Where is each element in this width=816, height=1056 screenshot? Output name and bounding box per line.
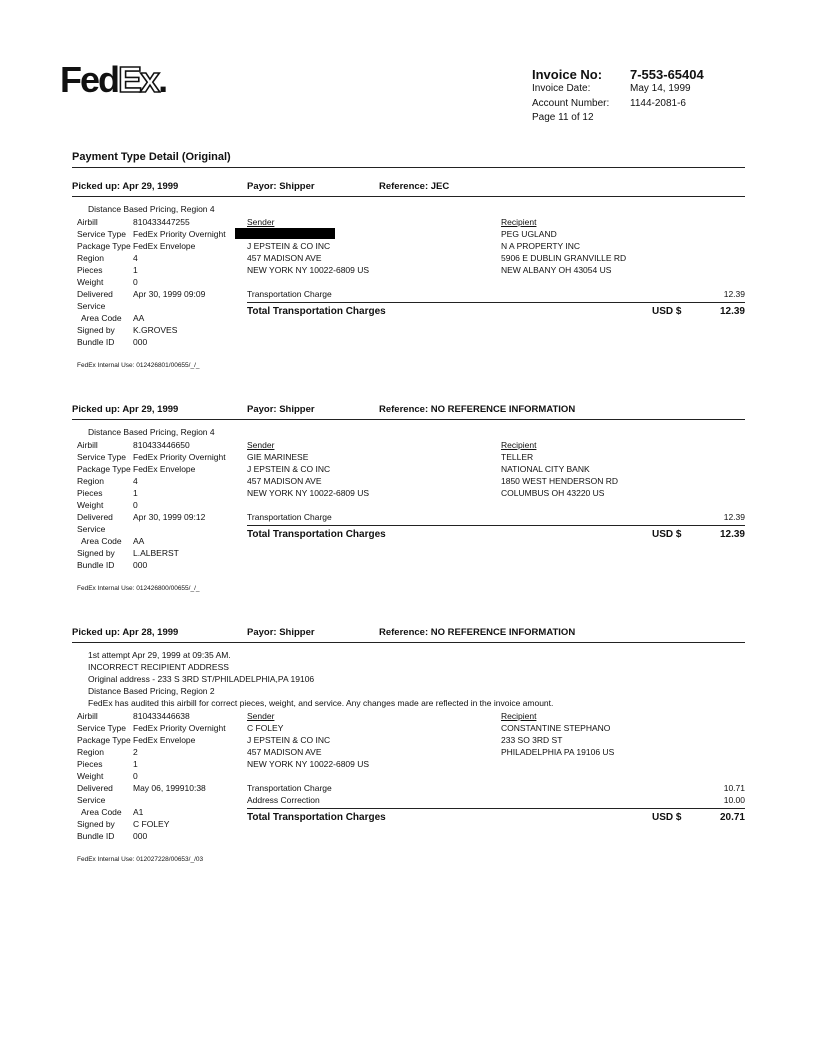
detail-label-weight: Weight [77, 277, 104, 287]
charge-label: Transportation Charge [247, 512, 332, 522]
page-number: Page 11 of 12 [532, 112, 594, 123]
payor: Payor: Shipper [247, 404, 315, 415]
section-title: Payment Type Detail (Original) [72, 151, 231, 163]
detail-label-signed-by: Signed by [77, 819, 115, 829]
recipient-heading: Recipient [501, 711, 537, 721]
detail-value-service-type: FedEx Priority Overnight [133, 723, 226, 733]
invoice-no-value: 7-553-65404 [630, 67, 704, 82]
sender-line: NEW YORK NY 10022-6809 US [247, 265, 370, 275]
invoice-no-label: Invoice No: [532, 67, 603, 82]
detail-value-area-code: AA [133, 536, 145, 546]
note: FedEx has audited this airbill for correct pieces, weight, and service. Any changes made are reflected in the invoice amount. [88, 698, 554, 708]
redacted-name-block [235, 228, 335, 239]
charge-amount: 12.39 [723, 289, 745, 299]
divider [72, 419, 745, 420]
picked-up-date: Picked up: Apr 29, 1999 [72, 404, 179, 415]
detail-value-package-type: FedEx Envelope [133, 735, 196, 745]
recipient-line: N A PROPERTY INC [501, 241, 581, 251]
detail-value-bundle-id: 000 [133, 560, 148, 570]
detail-label-area-code: Area Code [81, 536, 122, 546]
payor: Payor: Shipper [247, 627, 315, 638]
recipient-heading: Recipient [501, 217, 537, 227]
total-label: Total Transportation Charges [247, 529, 386, 540]
detail-label-region: Region [77, 253, 104, 263]
detail-label-airbill: Airbill [77, 440, 98, 450]
detail-value-airbill: 810433447255 [133, 217, 190, 227]
detail-value-pieces: 1 [133, 488, 138, 498]
charges-divider [247, 525, 745, 526]
detail-label-bundle-id: Bundle ID [77, 560, 115, 570]
total-label: Total Transportation Charges [247, 306, 386, 317]
detail-label-region: Region [77, 747, 104, 757]
detail-label-service: Service [77, 301, 106, 311]
detail-label-service-type: Service Type [77, 452, 126, 462]
sender-line: GIE MARINESE [247, 452, 309, 462]
detail-label-area-code: Area Code [81, 807, 122, 817]
sender-line: J EPSTEIN & CO INC [247, 735, 331, 745]
charge-label: Transportation Charge [247, 783, 332, 793]
detail-label-signed-by: Signed by [77, 548, 115, 558]
recipient-line: TELLER [501, 452, 534, 462]
note: Distance Based Pricing, Region 4 [88, 204, 215, 214]
fedex-logo: FedEx. [60, 59, 167, 100]
detail-value-area-code: AA [133, 313, 145, 323]
recipient-line: CONSTANTINE STEPHANO [501, 723, 611, 733]
detail-label-service: Service [77, 524, 106, 534]
detail-value-bundle-id: 000 [133, 337, 148, 347]
picked-up-date: Picked up: Apr 28, 1999 [72, 627, 179, 638]
account-number-value: 1144-2081-6 [630, 98, 686, 109]
recipient-heading: Recipient [501, 440, 537, 450]
sender-line: 457 MADISON AVE [247, 747, 322, 757]
detail-value-weight: 0 [133, 500, 138, 510]
detail-label-bundle-id: Bundle ID [77, 831, 115, 841]
detail-label-airbill: Airbill [77, 217, 98, 227]
detail-label-pieces: Pieces [77, 265, 103, 275]
total-amount: 12.39 [719, 529, 745, 540]
internal-use-code: FedEx Internal Use: 012426801/00655/_/_ [77, 362, 200, 369]
sender-line: 457 MADISON AVE [247, 253, 322, 263]
recipient-line: PEG UGLAND [501, 229, 557, 239]
divider [72, 196, 745, 197]
reference: Reference: JEC [379, 181, 450, 192]
detail-label-region: Region [77, 476, 104, 486]
charge-label: Transportation Charge [247, 289, 332, 299]
divider [72, 642, 745, 643]
currency-label: USD $ [652, 529, 682, 540]
detail-value-package-type: FedEx Envelope [133, 241, 196, 251]
detail-value-region: 4 [133, 253, 138, 263]
detail-label-service: Service [77, 795, 106, 805]
detail-value-delivered: Apr 30, 1999 09:09 [133, 289, 206, 299]
total-amount: 20.71 [719, 812, 745, 823]
recipient-line: NATIONAL CITY BANK [501, 464, 590, 474]
internal-use-code: FedEx Internal Use: 012426800/00655/_/_ [77, 585, 200, 592]
detail-value-signed-by: C FOLEY [133, 819, 170, 829]
recipient-line: 1850 WEST HENDERSON RD [501, 476, 618, 486]
detail-label-delivered: Delivered [77, 512, 113, 522]
detail-label-delivered: Delivered [77, 289, 113, 299]
total-label: Total Transportation Charges [247, 812, 386, 823]
invoice-date-label: Invoice Date: [532, 83, 591, 94]
detail-label-package-type: Package Type [77, 241, 131, 251]
charge-amount: 10.00 [723, 795, 745, 805]
payor: Payor: Shipper [247, 181, 315, 192]
note: Distance Based Pricing, Region 4 [88, 427, 215, 437]
reference: Reference: NO REFERENCE INFORMATION [379, 627, 576, 638]
total-amount: 12.39 [719, 306, 745, 317]
recipient-line: COLUMBUS OH 43220 US [501, 488, 605, 498]
charge-label: Address Correction [247, 795, 320, 805]
sender-line: C FOLEY [247, 723, 284, 733]
detail-label-area-code: Area Code [81, 313, 122, 323]
note: 1st attempt Apr 29, 1999 at 09:35 AM. [88, 650, 231, 660]
detail-label-pieces: Pieces [77, 488, 103, 498]
detail-label-weight: Weight [77, 500, 104, 510]
note: Original address - 233 S 3RD ST/PHILADELPHIA,PA 19106 [88, 674, 315, 684]
detail-value-region: 4 [133, 476, 138, 486]
sender-line: NEW YORK NY 10022-6809 US [247, 759, 370, 769]
currency-label: USD $ [652, 306, 682, 317]
detail-value-area-code: A1 [133, 807, 144, 817]
detail-value-airbill: 810433446638 [133, 711, 190, 721]
detail-value-pieces: 1 [133, 759, 138, 769]
detail-value-pieces: 1 [133, 265, 138, 275]
detail-value-service-type: FedEx Priority Overnight [133, 452, 226, 462]
sender-line: J EPSTEIN & CO INC [247, 464, 331, 474]
currency-label: USD $ [652, 812, 682, 823]
detail-label-pieces: Pieces [77, 759, 103, 769]
detail-label-airbill: Airbill [77, 711, 98, 721]
detail-label-package-type: Package Type [77, 735, 131, 745]
recipient-line: 5906 E DUBLIN GRANVILLE RD [501, 253, 627, 263]
sender-heading: Sender [247, 440, 275, 450]
detail-label-delivered: Delivered [77, 783, 113, 793]
invoice-date-value: May 14, 1999 [630, 83, 691, 94]
recipient-line: NEW ALBANY OH 43054 US [501, 265, 612, 275]
sender-heading: Sender [247, 217, 275, 227]
detail-value-signed-by: K.GROVES [133, 325, 178, 335]
detail-value-service-type: FedEx Priority Overnight [133, 229, 226, 239]
detail-value-airbill: 810433446650 [133, 440, 190, 450]
charge-amount: 10.71 [723, 783, 745, 793]
detail-label-package-type: Package Type [77, 464, 131, 474]
sender-line: NEW YORK NY 10022-6809 US [247, 488, 370, 498]
detail-value-weight: 0 [133, 771, 138, 781]
recipient-line: PHILADELPHIA PA 19106 US [501, 747, 615, 757]
detail-value-delivered: May 06, 199910:38 [133, 783, 206, 793]
sender-heading: Sender [247, 711, 275, 721]
detail-label-service-type: Service Type [77, 229, 126, 239]
detail-label-bundle-id: Bundle ID [77, 337, 115, 347]
divider [72, 167, 745, 168]
note: Distance Based Pricing, Region 2 [88, 686, 215, 696]
reference: Reference: NO REFERENCE INFORMATION [379, 404, 576, 415]
charge-amount: 12.39 [723, 512, 745, 522]
detail-value-region: 2 [133, 747, 138, 757]
detail-value-weight: 0 [133, 277, 138, 287]
charges-divider [247, 808, 745, 809]
detail-value-package-type: FedEx Envelope [133, 464, 196, 474]
account-number-label: Account Number: [532, 98, 610, 109]
note: INCORRECT RECIPIENT ADDRESS [88, 662, 229, 672]
picked-up-date: Picked up: Apr 29, 1999 [72, 181, 179, 192]
sender-line: J EPSTEIN & CO INC [247, 241, 331, 251]
recipient-line: 233 SO 3RD ST [501, 735, 563, 745]
internal-use-code: FedEx Internal Use: 012027228/00653/_/03 [77, 856, 204, 863]
sender-line: 457 MADISON AVE [247, 476, 322, 486]
detail-label-weight: Weight [77, 771, 104, 781]
detail-label-service-type: Service Type [77, 723, 126, 733]
detail-label-signed-by: Signed by [77, 325, 115, 335]
detail-value-signed-by: L.ALBERST [133, 548, 179, 558]
charges-divider [247, 302, 745, 303]
detail-value-delivered: Apr 30, 1999 09:12 [133, 512, 206, 522]
detail-value-bundle-id: 000 [133, 831, 148, 841]
